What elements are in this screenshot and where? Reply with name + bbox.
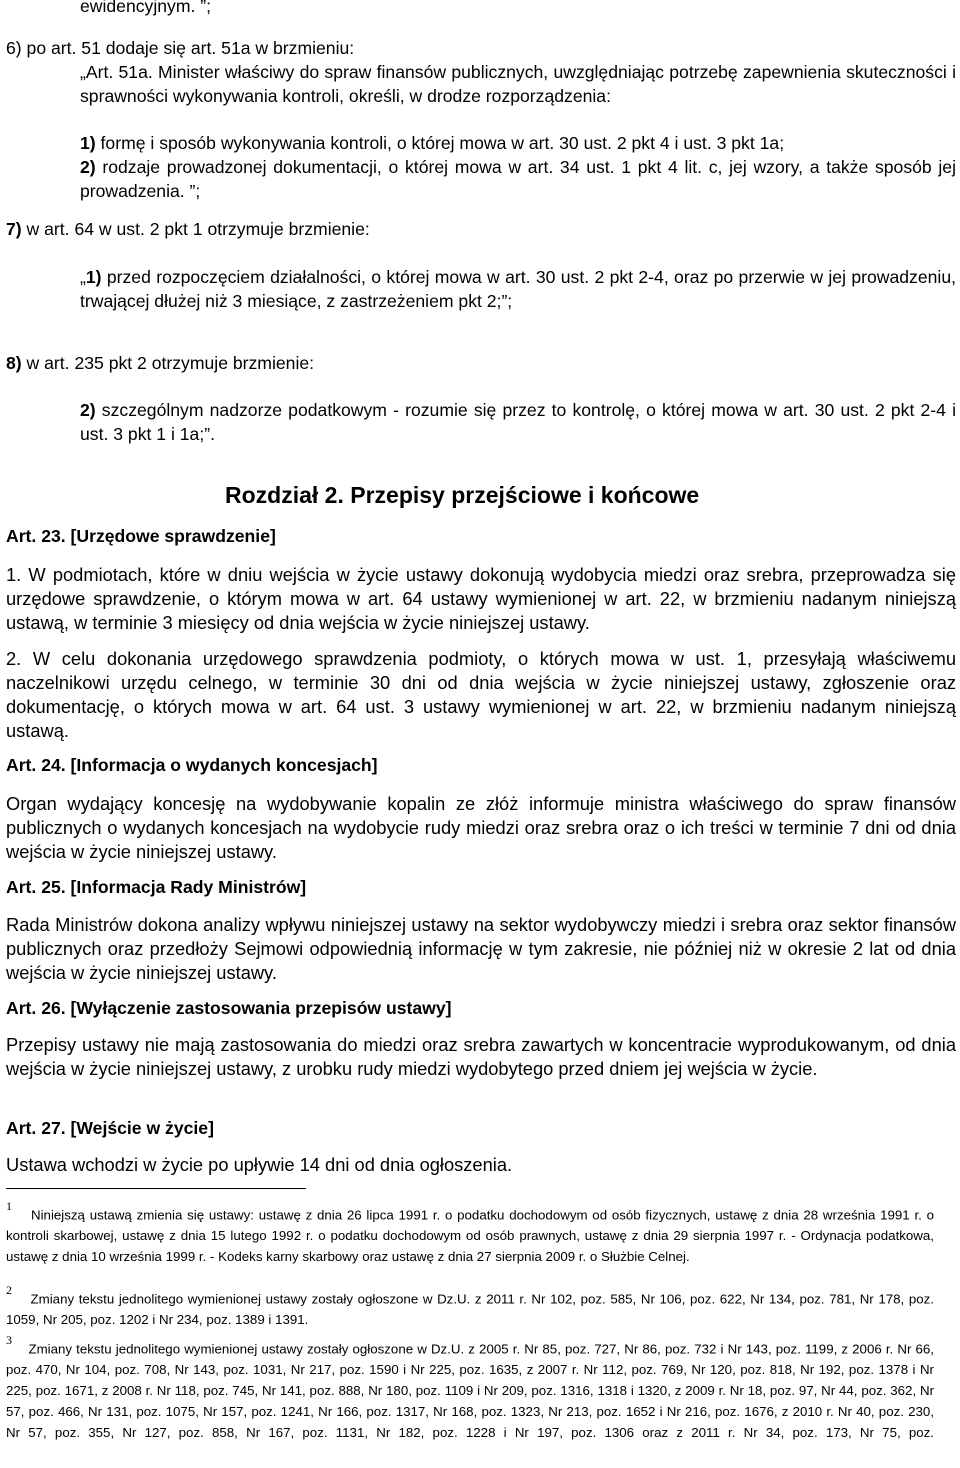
article-23-paragraph-2: 2. W celu dokonania urzędowego sprawdzenia podmioty, o których mowa w ust. 1, przesyłają właściwemu naczelnikowi urzędu celnego, w terminie 30 dni od dnia wejścia w życie niniejszej ustawy, zgłoszenie oraz dokumentację, o których mowa w art. 64 ust. 3 ustawy wymienionej w art. 22, w brzmieniu nadanym niniejszą ustawą.: [6, 648, 956, 741]
article-26-paragraph: Przepisy ustawy nie mają zastosowania do miedzi oraz srebra zawartych w koncentracie wyprodukowanym, od dnia wejścia w życie niniejszej ustawy, z urobku rudy miedzi wydobytego przed dniem jej wejścia w życie.: [6, 1034, 956, 1079]
amendment-item-8-heading: 8) w art. 235 pkt 2 otrzymuje brzmienie:: [6, 353, 315, 373]
article-24-paragraph: Organ wydający koncesję na wydobywanie kopalin ze złóż informuje ministra właściwego do spraw finansów publicznych o wydanych koncesjach na wydobycie rudy miedzi oraz srebra oraz o ich treści w terminie 7 dni od dnia wejścia w życie niniejszej ustawy.: [6, 793, 956, 862]
article-64-point-1: „1) przed rozpoczęciem działalności, o której mowa w art. 30 ust. 2 pkt 2-4, oraz po przerwie w jej prowadzeniu, trwającej dłużej niż 3 miesiące, z zastrzeżeniem pkt 2;”;: [80, 267, 956, 311]
article-heading-26: Art. 26. [Wyłączenie zastosowania przepisów ustawy]: [6, 998, 452, 1018]
article-235-point-2: 2) szczególnym nadzorze podatkowym - rozumie się przez to kontrolę, o której mowa w art. 30 ust. 2 pkt 2-4 i ust. 3 pkt 1 i 1a;”.: [80, 400, 956, 444]
footnote-mark-2: 2: [6, 1283, 12, 1297]
article-heading-23: Art. 23. [Urzędowe sprawdzenie]: [6, 526, 276, 546]
footnote-mark-3: 3: [6, 1333, 12, 1347]
article-heading-25: Art. 25. [Informacja Rady Ministrów]: [6, 877, 307, 897]
footnote-3: $^3$ Zmiany tekstu jednolitego wymienionej ustawy zostały ogłoszone w Dz.U. z 2005 r. Nr 85, poz. 727, Nr 86, poz. 732 i Nr 143, poz. 1199, z 2006 r. Nr 66, poz. 470, Nr 104, poz. 708, Nr 143, poz. 1031, Nr 217, poz. 1590 i Nr 225, poz. 1635, z 2007 r. Nr 112, poz. 769, Nr 120, poz. 818, Nr 192, poz. 1378 i Nr 225, poz. 1671, z 2008 r. Nr 118, poz. 745, Nr 141, poz. 888, Nr 180, poz. 1109 i Nr 209, poz. 1316, 1318 i 1320, z 2009 r. Nr 18, poz. 97, Nr 44, poz. 362, Nr 57, poz. 466, Nr 131, poz. 1075, Nr 157, poz. 1241, Nr 166, poz. 1317, Nr 168, poz. 1323, Nr 213, poz. 1652 i Nr 216, poz. 1676, z 2010 r. Nr 40, poz. 230, Nr 57, poz. 355, Nr 127, poz. 858, Nr 167, poz. 1131, Nr 182, poz. 1228 i Nr 197, poz. 1306 oraz z 2011 r. Nr 34, poz. 173, Nr 75, poz.: [6, 1333, 934, 1441]
footnote-separator: [6, 1188, 306, 1189]
article-25-paragraph: Rada Ministrów dokona analizy wpływu niniejszej ustawy na sektor wydobywczy miedzi i srebra oraz sektor finansów publicznych oraz przedłoży Sejmowi odpowiednią informację w tym zakresie, nie później niż w okresie 2 lat od dnia wejścia w życie niniejszej ustawy.: [6, 914, 956, 983]
footnote-2: $^2$ Zmiany tekstu jednolitego wymienionej ustawy zostały ogłoszone w Dz.U. z 2011 r. Nr 102, poz. 585, Nr 106, poz. 622, Nr 134, poz. 781, Nr 178, poz. 1059, Nr 205, poz. 1202 i Nr 234, poz. 1389 i 1391.: [6, 1283, 934, 1328]
article-51a-point-2: 2) rodzaje prowadzonej dokumentacji, o której mowa w art. 34 ust. 1 pkt 4 lit. c, jej wzory, a także sposób jej prowadzenia. ”;: [80, 157, 956, 201]
amendment-item-7-heading: 7) w art. 64 w ust. 2 pkt 1 otrzymuje brzmienie:: [6, 219, 370, 239]
footnote-1: $^1$ Niniejszą ustawą zmienia się ustawy: ustawę z dnia 26 lipca 1991 r. o podatku dochodowym od osób fizycznych, ustawę z dnia 28 września 1991 r. o kontroli skarbowej, ustawę z dnia 15 lutego 1992 r. o podatku dochodowym od osób prawnych, ustawę z dnia 29 sierpnia 1997 r. - Ordynacja podatkowa, ustawę z dnia 10 września 1999 r. - Kodeks karny skarbowy oraz ustawę z dnia 27 sierpnia 2009 r. o Służbie Celnej.: [6, 1199, 934, 1265]
amendment-item-6-heading: 6) po art. 51 dodaje się art. 51a w brzmieniu:: [6, 38, 355, 58]
article-51a-point-1: 1) formę i sposób wykonywania kontroli, o której mowa w art. 30 ust. 2 pkt 4 i ust. 3 pkt 1a;: [80, 133, 785, 153]
chapter-title: Rozdział 2. Przepisy przejściowe i końcowe: [225, 482, 700, 508]
article-51a-intro: „Art. 51a. Minister właściwy do spraw finansów publicznych, uwzględniając potrzebę zapewnienia skuteczności i sprawności wykonywania kontroli, określi, w drodze rozporządzenia:: [80, 62, 956, 106]
article-heading-24: Art. 24. [Informacja o wydanych koncesjach]: [6, 755, 378, 775]
footnote-mark-1: 1: [6, 1199, 12, 1213]
article-27-paragraph: Ustawa wchodzi w życie po upływie 14 dni od dnia ogłoszenia.: [6, 1154, 513, 1175]
amendment-continuation: ewidencyjnym. ”;: [80, 0, 212, 16]
article-heading-27: Art. 27. [Wejście w życie]: [6, 1118, 214, 1138]
article-23-paragraph-1: 1. W podmiotach, które w dniu wejścia w życie ustawy dokonują wydobycia miedzi oraz srebra, przeprowadza się urzędowe sprawdzenie, o którym mowa w art. 64 ustawy wymienionej w art. 22, w brzmieniu nadanym niniejszą ustawą, w terminie 3 miesięcy od dnia wejścia w życie niniejszej ustawy.: [6, 564, 956, 633]
